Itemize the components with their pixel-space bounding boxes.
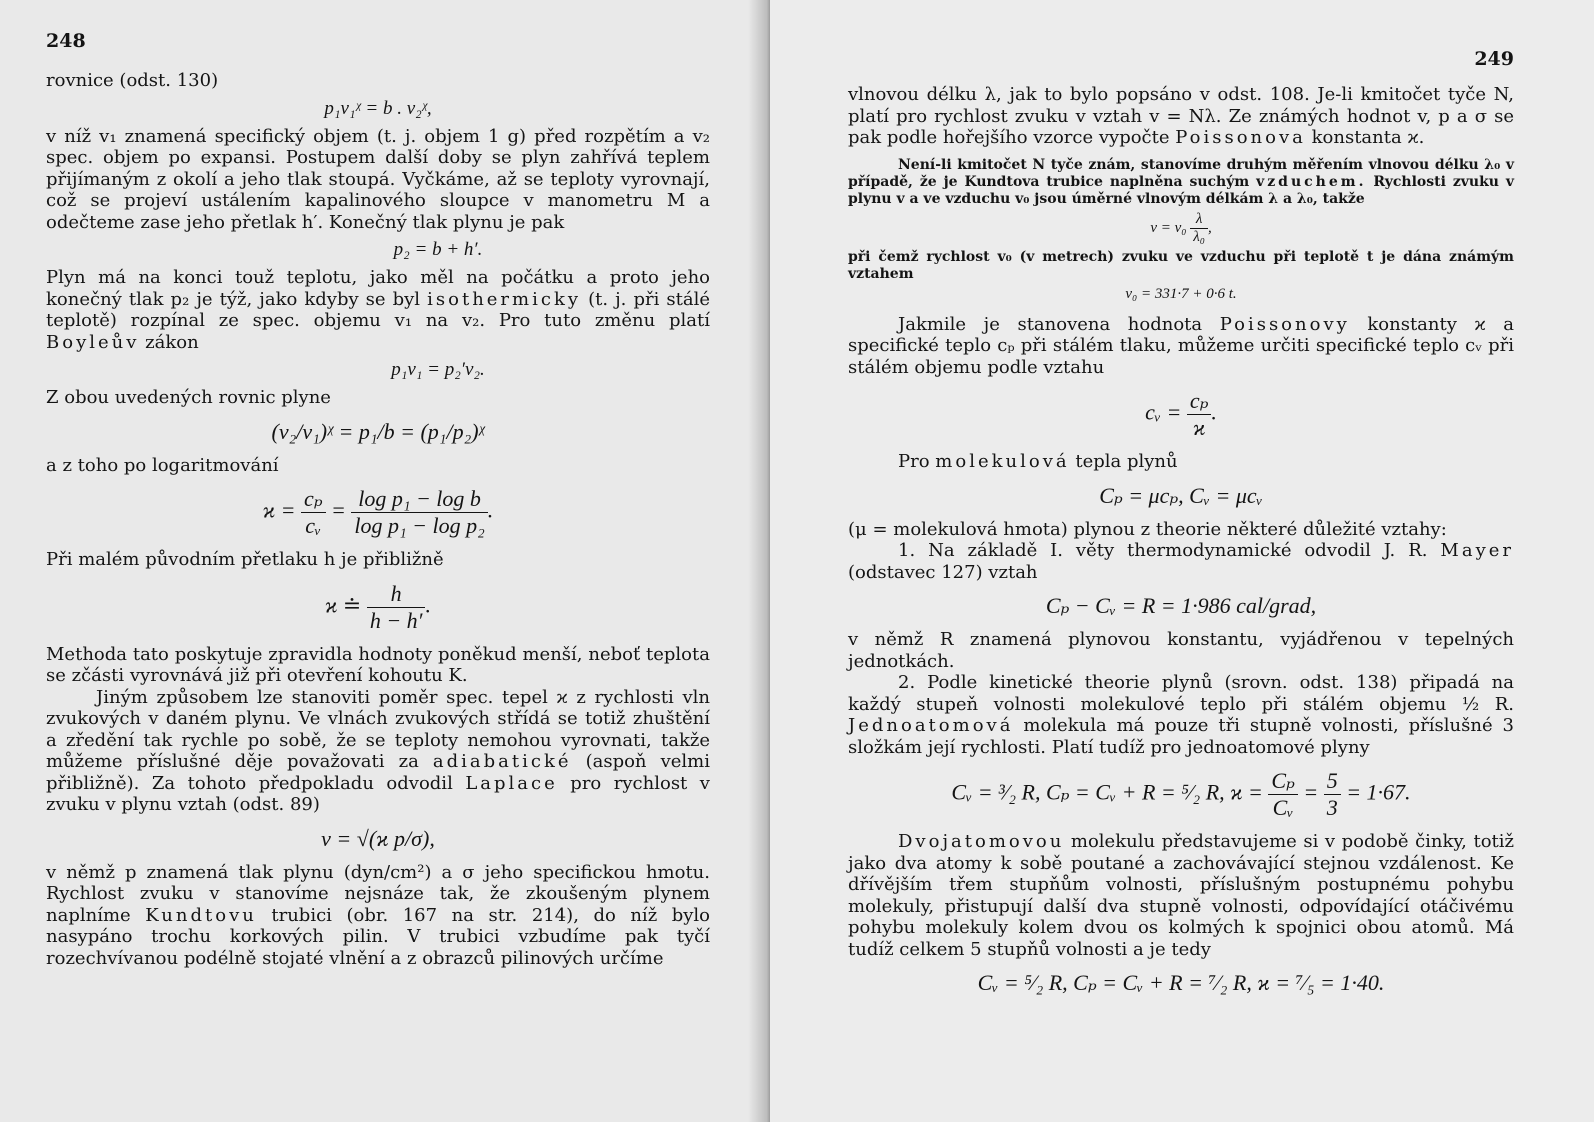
paragraph (848, 451, 1514, 473)
text-run: Rychlosti zvuku v plynu v a ve vzduchu v₀ jsou úměrné vlnovým délkám λ a λ₀, takže (848, 173, 1515, 207)
eq-part: = 1·67. (1346, 779, 1411, 805)
eq-lhs: ϰ ≐ (325, 592, 362, 618)
text-run: (aspoň velmi přibližně). Za tohoto předpokladu odvodil (46, 751, 710, 794)
fraction-numerator: 5 (1324, 768, 1341, 795)
fraction-cp-kappa (1187, 388, 1212, 441)
fraction-numerator: λ (1190, 211, 1208, 229)
fraction-denominator: h − h′ (369, 607, 423, 633)
page-number-right: 249 (1474, 48, 1514, 70)
text-run: 1. Na základě I. věty thermodynamické odvodil J. R. (898, 540, 1428, 561)
fraction-denominator: λ₀ (1193, 228, 1205, 245)
text-run: konstanty ϰ a specifické teplo cₚ při stálém tlaku, můžeme určiti specifické teplo cᵥ při stálém objemu podle vztahu (848, 313, 1514, 378)
paragraph: a z toho po logaritmování (46, 454, 279, 476)
page-number-left: 248 (46, 30, 86, 52)
paragraph (848, 84, 1514, 149)
text-run: Pro (898, 451, 930, 472)
paragraph (848, 831, 1514, 960)
text-run: 2. Podle kinetické theorie plynů (srovn. odst. 138) připadá na každý stupeň volnosti molekulové teplo při stálém objemu ½ R. (848, 672, 1514, 715)
equation-final-pressure: p₂ = b + h′. (393, 239, 483, 260)
text-run: molekula má pouze tři stupně volnosti, příslušné 3 složkám její rychlosti. Platí tudíž pro jednoatomové plyny (848, 715, 1514, 758)
spaced-term: molekulová (935, 451, 1070, 472)
fraction-denominator: cᵥ (305, 513, 322, 538)
paragraph (848, 314, 1514, 379)
spaced-term: Dvojatomovou (898, 831, 1065, 852)
equation-kappa-log: ϰ = $\frac{\text{cₚ}}{\text{cᵥ}}$ = $\frac{\text{log p₁ − log b}}{\text{log p₁ − log p₂}}$ . (262, 486, 494, 538)
fraction-denominator: 3 (1326, 795, 1338, 820)
text-run: Není-li kmitočet N tyče znám, stanovíme druhým měřením vlnovou délku λ₀ v případě, že je Kundtova trubice naplněna suchým (848, 156, 1514, 190)
eq-lhs: ϰ = (262, 497, 296, 523)
fraction-numerator: log p₁ − log b (351, 486, 487, 513)
equation-cv: cᵥ = $\frac{\text{cₚ}}{ϰ}$ . (1145, 388, 1217, 440)
spaced-term: Laplace (465, 772, 558, 794)
equation-laplace: v = √(ϰ p/σ), (321, 825, 435, 851)
spaced-term: Kundtovu (145, 904, 257, 926)
text-run: vlnovou délku λ, jak to bylo popsáno v odst. 108. Je-li kmitočet tyče N, platí pro rychlost zvuku v vztah v = Nλ. Ze známých hodnot v, p a σ se pak podle hořejšího vzorce vypočte (848, 84, 1514, 148)
eq-part: Cᵥ = ³⁄₂ R, Cₚ = Cᵥ + R = ⁵⁄₂ R, ϰ = (951, 779, 1263, 805)
fraction-h (367, 581, 426, 634)
spaced-term: Boyleův (46, 331, 140, 353)
equation-monatomic: Cᵥ = ³⁄₂ R, Cₚ = Cᵥ + R = ⁵⁄₂ R, ϰ = $\frac{\text{Cₚ}}{\text{Cᵥ}}$ = $\frac{5}{3}$ = 1·67. (951, 768, 1411, 820)
equation-adiabatic: p₁v₁ᵡ = b . v₂ᵡ, (324, 97, 432, 119)
paragraph (848, 672, 1514, 758)
fraction-Cp-Cv (1268, 768, 1297, 821)
spaced-term: Mayer (1440, 540, 1514, 561)
fraction-denominator: Cᵥ (1272, 795, 1294, 820)
spaced-term: vzduchem. (1256, 173, 1367, 190)
text-run: (t. j. při stálé teplotě) rozpínal ze spec. objemu v₁ na v₂. Pro tuto změnu platí (46, 288, 710, 331)
eq-lhs: cᵥ = (1145, 399, 1182, 425)
text-run: (odstavec 127) vztah (848, 561, 1038, 583)
note-text: při čemž rychlost v₀ (v metrech) zvuku ve vzduchu při teplotě t je dána známým vztahem (848, 248, 1514, 282)
equation-kappa-approx: ϰ ≐ $\frac{h}{h - h'}$ . (325, 580, 431, 633)
paragraph: Při malém původním přetlaku h je přibližně (46, 549, 444, 570)
spaced-term: Poissonovy (1219, 313, 1350, 335)
equation-molar-heats: Cₚ = μcₚ, Cᵥ = μcᵥ (1099, 482, 1263, 508)
text-run: Plyn má na konci touž teplotu, jako měl na počátku a proto jeho konečný tlak p₂ je týž, jako kdyby se byl (46, 267, 710, 310)
text-run: v němž p znamená tlak plynu (dyn/cm²) a σ jeho specifickou hmotu. Rychlost zvuku v stanovíme nejsnáze tak, že zkoušeným plynem naplníme (46, 861, 710, 926)
equation-diatomic: Cᵥ = ⁵⁄₂ R, Cₚ = Cᵥ + R = ⁷⁄₂ R, ϰ = ⁷⁄₅ = 1·40. (977, 970, 1385, 995)
note-equation-velocity: v = v₀ $\frac{\lambda}{\text{λ₀}}$ , (1150, 210, 1212, 245)
spaced-term: isothermicky (427, 288, 582, 310)
text-run: Jiným způsobem lze stanoviti poměr spec. tepel ϰ z rychlosti vln zvukových v daném plynu. Ve vlnách zvukových střídá se totiž zhuštění a zředění tak rychle po sobě, že se teploty nemohou vyrovnati, takže můžeme příslušné děje považovati za (46, 686, 710, 772)
spaced-term: Jednoatomová (848, 715, 1014, 736)
fraction-cp-cv (301, 486, 326, 539)
fraction-numerator: h (367, 581, 426, 608)
equation-mayer: Cₚ − Cᵥ = R = 1·986 cal/grad, (1045, 593, 1317, 618)
paragraph: Methoda tato poskytuje zpravidla hodnoty poněkud menší, neboť teplota se zčásti vyrovnává již při otevření kohoutu K. (46, 643, 710, 686)
equation-boyle: p₁v₁ = p₂′v₂. (391, 359, 485, 380)
paragraph: v němž R znamená plynovou konstantu, vyjádřenou v tepelných jednotkách. (848, 629, 1514, 672)
paragraph (46, 267, 710, 353)
footnote-block (848, 157, 1514, 303)
fraction-numerator: cₚ (1187, 388, 1212, 415)
text-run: zákon (145, 331, 199, 353)
paragraph (848, 540, 1514, 583)
paragraph: (μ = molekulová hmota) plynou z theorie některé důležité vztahy: (848, 518, 1447, 540)
paragraph: Z obou uvedených rovnic plyne (46, 387, 331, 408)
fraction-denominator: ϰ (1192, 415, 1206, 440)
paragraph: v níž v₁ znamená specifický objem (t. j. objem 1 g) před rozpětím a v₂ spec. objem po expansi. Postupem další doby se plyn zahřívá teplem přijímaným z okolí a jeho tlak stoupá. Vyčkáme, až se teploty vyrovnají, což se projeví ustálením kapalinového sloupce v manometru M a odečteme zase jeho přetlak h′. Konečný tlak plynu je pak (46, 125, 710, 233)
text-run: pro rychlost v zvuku v plynu vztah (odst. 89) (46, 772, 710, 815)
left-page (0, 0, 770, 1122)
text-run: trubici (obr. 167 na str. 214), do níž bylo nasypáno trochu korkových pilin. V trubici vzbudíme pak tyčí rozechvívanou podélně stojaté vlnění a z obrazců pilinových určíme (46, 904, 710, 969)
fraction-log (351, 486, 487, 539)
spaced-term: Poissonova (1175, 127, 1306, 148)
fraction-denominator: log p₁ − log p₂ (354, 513, 485, 538)
fraction-five-thirds (1324, 768, 1341, 821)
paragraph (46, 862, 710, 970)
note-text (848, 157, 1514, 208)
note-equation-speed-of-sound: v₀ = 331·7 + 0·6 t. (1125, 285, 1237, 302)
right-page (770, 0, 1594, 1122)
text-run: Jakmile je stanovena hodnota (898, 313, 1203, 335)
text-run: tepla plynů (1075, 451, 1178, 472)
spaced-term: adiabatické (432, 751, 572, 772)
text-run: molekulu představujeme si v podobě činky, totiž jako dva atomy k sobě poutané a zachovávající stejnou vzdálenost. Ke dřívějším třem stupňům volnosti, příslušným postupnému pohybu molekuly, přistupují další dva stupně volnosti, odpovídající otáčivému pohybu molekuly kolem dvou os kolmých k spojnici obou atomů. Má tudíž celkem 5 stupňů volnosti a je tedy (848, 831, 1514, 960)
equation-ratio: (v₂/v₁)ᵡ = p₁/b = (p₁/p₂)ᵡ (271, 418, 485, 444)
text-run: konstanta ϰ. (1311, 127, 1425, 148)
paragraph (46, 687, 710, 816)
eq-lhs: v = v₀ (1150, 219, 1187, 236)
rovnice-label: rovnice (odst. 130) (46, 70, 219, 91)
fraction-lambda (1190, 211, 1208, 246)
fraction-numerator: cₚ (301, 486, 326, 513)
fraction-numerator: Cₚ (1268, 768, 1297, 795)
